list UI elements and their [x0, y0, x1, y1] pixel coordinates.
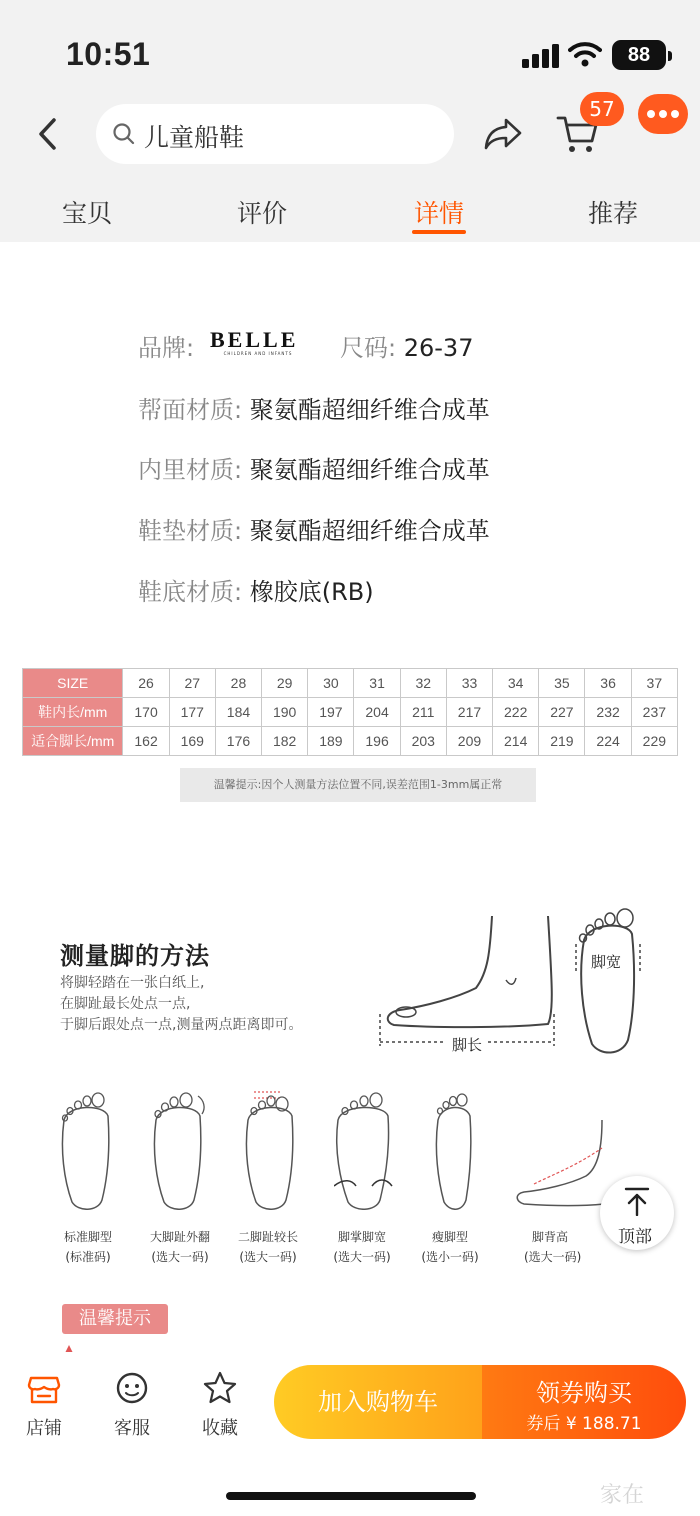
shop-icon — [26, 1370, 62, 1406]
table-cell: 31 — [354, 669, 400, 698]
high-instep-foot-icon — [514, 1118, 606, 1214]
table-cell: 28 — [215, 669, 261, 698]
foot-type-name: 二脚趾较长 — [237, 1230, 298, 1244]
table-cell: 176 — [215, 727, 261, 756]
table-cell: 211 — [400, 698, 446, 727]
size-row — [340, 328, 473, 363]
table-cell: 177 — [169, 698, 215, 727]
more-menu-button[interactable] — [638, 94, 688, 134]
upper-material-row — [138, 390, 490, 425]
buy-label: 领券购买 — [536, 1379, 632, 1407]
home-indicator — [226, 1492, 476, 1500]
lining-material-value: 聚氨酯超细纤维合成革 — [249, 456, 490, 484]
lining-material-label: 内里材质: — [138, 456, 243, 484]
measure-step-3: 于脚后跟处点一点,测量两点距离即可。 — [60, 1017, 303, 1033]
table-cell: 37 — [631, 669, 677, 698]
shop-label: 店铺 — [26, 1418, 62, 1439]
foot-type-advice: (标准码) — [65, 1250, 111, 1264]
foot-type-advice: (选小一码) — [421, 1250, 479, 1264]
measure-title: 测量脚的方法 — [60, 942, 210, 970]
measure-step-2: 在脚趾最长处点一点, — [60, 996, 191, 1012]
favorite-button[interactable] — [190, 1370, 250, 1439]
warm-tip-title: 温馨提示 — [62, 1304, 168, 1334]
table-cell: 29 — [262, 669, 308, 698]
foot-type-name: 脚背高 — [532, 1230, 569, 1244]
active-tab-indicator — [412, 230, 466, 234]
size-value: 26-37 — [403, 334, 474, 362]
table-cell: 33 — [446, 669, 492, 698]
foot-type-name: 瘦脚型 — [431, 1230, 468, 1244]
table-cell: 184 — [215, 698, 261, 727]
tab-baby[interactable]: 宝贝 — [62, 199, 113, 228]
search-icon — [112, 122, 136, 146]
foot-type-name: 大脚趾外翻 — [149, 1230, 210, 1244]
wide-foot-icon — [334, 1090, 394, 1210]
table-cell: 35 — [539, 669, 585, 698]
table-row — [23, 669, 678, 698]
lining-material-row — [138, 450, 490, 485]
insole-material-row — [138, 511, 490, 546]
more-dot-icon — [671, 110, 679, 118]
table-cell: 36 — [585, 669, 631, 698]
battery-indicator: 88 — [612, 40, 666, 70]
star-icon — [202, 1370, 238, 1406]
table-row-header: 适合脚长/mm — [23, 727, 123, 756]
more-dot-icon — [659, 110, 667, 118]
customer-service-button[interactable] — [102, 1370, 162, 1439]
search-input[interactable] — [96, 104, 454, 164]
warm-tip-cut-off-text — [62, 1344, 582, 1352]
foot-type-name: 标准脚型 — [63, 1230, 112, 1244]
foot-width-label: 脚宽 — [591, 953, 622, 971]
table-cell: 162 — [123, 727, 169, 756]
upper-material-value: 聚氨酯超细纤维合成革 — [249, 396, 490, 424]
table-cell: 229 — [631, 727, 677, 756]
foot-length-label: 脚长 — [452, 1036, 483, 1054]
table-cell: 169 — [169, 727, 215, 756]
table-cell: 30 — [308, 669, 354, 698]
foot-side-illustration — [376, 912, 562, 1054]
table-cell: 26 — [123, 669, 169, 698]
more-dot-icon — [647, 110, 655, 118]
back-to-top-label: 顶部 — [618, 1227, 652, 1247]
foot-type-advice: (选大一码) — [151, 1250, 209, 1264]
bottom-action-bar — [0, 1352, 700, 1516]
size-table — [22, 668, 678, 756]
cart-count-badge: 57 — [580, 92, 624, 126]
size-label: 尺码: — [340, 334, 397, 362]
tab-bar — [0, 172, 700, 242]
table-cell: 190 — [262, 698, 308, 727]
share-icon[interactable] — [482, 114, 524, 154]
back-arrow-icon[interactable] — [34, 116, 64, 152]
brand-row — [138, 328, 194, 363]
customer-service-icon — [114, 1370, 150, 1406]
foot-type-advice: (选大一码) — [333, 1250, 391, 1264]
add-to-cart-button[interactable]: 加入购物车 — [274, 1365, 482, 1439]
watermark: 家在 — [600, 1483, 645, 1508]
table-cell: 27 — [169, 669, 215, 698]
back-to-top-button[interactable] — [600, 1176, 674, 1250]
table-cell: 204 — [354, 698, 400, 727]
foot-type-name: 脚掌脚宽 — [337, 1230, 386, 1244]
measure-step-1: 将脚轻踏在一张白纸上, — [60, 975, 205, 991]
brand-subtitle: CHILDREN AND INFANTS — [223, 351, 293, 356]
table-cell: 197 — [308, 698, 354, 727]
table-row-header: SIZE — [23, 669, 123, 698]
top-bar — [0, 97, 700, 172]
foot-type-advice: (选大一码) — [524, 1250, 582, 1264]
brand-logo — [210, 327, 306, 356]
table-cell: 219 — [539, 727, 585, 756]
shop-button[interactable] — [14, 1370, 74, 1439]
status-time: 10:51 — [66, 36, 151, 72]
status-bar — [0, 0, 700, 100]
table-cell: 227 — [539, 698, 585, 727]
tab-recommend[interactable]: 推荐 — [588, 199, 639, 228]
customer-service-label: 客服 — [114, 1418, 150, 1439]
table-cell: 32 — [400, 669, 446, 698]
tab-reviews[interactable]: 评价 — [237, 199, 288, 228]
search-query: 儿童船鞋 — [144, 123, 245, 152]
table-cell: 196 — [354, 727, 400, 756]
table-cell: 34 — [493, 669, 539, 698]
sole-material-value: 橡胶底(RB) — [249, 578, 374, 606]
table-cell: 224 — [585, 727, 631, 756]
foot-top-illustration — [570, 904, 646, 1056]
buy-price: 券后 ¥ 188.71 — [526, 1414, 642, 1434]
narrow-foot-icon — [426, 1090, 486, 1210]
insole-material-label: 鞋垫材质: — [138, 517, 243, 545]
table-cell: 182 — [262, 727, 308, 756]
foot-type-advice: (选大一码) — [239, 1250, 297, 1264]
buy-with-coupon-button[interactable] — [482, 1365, 686, 1439]
table-row — [23, 698, 678, 727]
long-second-toe-foot-icon — [242, 1090, 302, 1210]
brand-name: BELLE — [210, 327, 299, 352]
table-cell: 170 — [123, 698, 169, 727]
sole-material-label: 鞋底材质: — [138, 578, 243, 606]
measurement-tip: 温馨提示:因个人测量方法位置不同,误差范围1-3mm属正常 — [180, 768, 536, 802]
insole-material-value: 聚氨酯超细纤维合成革 — [249, 517, 490, 545]
table-cell: 237 — [631, 698, 677, 727]
signal-icon — [522, 44, 562, 68]
table-cell: 222 — [493, 698, 539, 727]
upper-material-label: 帮面材质: — [138, 396, 243, 424]
table-row-header: 鞋内长/mm — [23, 698, 123, 727]
bunion-foot-icon — [150, 1090, 210, 1210]
table-cell: 214 — [493, 727, 539, 756]
table-row — [23, 727, 678, 756]
wifi-icon — [568, 40, 602, 68]
table-cell: 189 — [308, 727, 354, 756]
favorite-label: 收藏 — [202, 1418, 238, 1439]
table-cell: 217 — [446, 698, 492, 727]
arrow-up-icon — [624, 1186, 650, 1216]
warning-icon — [62, 1344, 76, 1352]
table-cell: 232 — [585, 698, 631, 727]
sole-material-row — [138, 572, 374, 607]
brand-label: 品牌: — [138, 334, 195, 362]
standard-foot-icon — [58, 1090, 118, 1210]
table-cell: 203 — [400, 727, 446, 756]
tab-details[interactable]: 详情 — [414, 199, 465, 228]
table-cell: 209 — [446, 727, 492, 756]
